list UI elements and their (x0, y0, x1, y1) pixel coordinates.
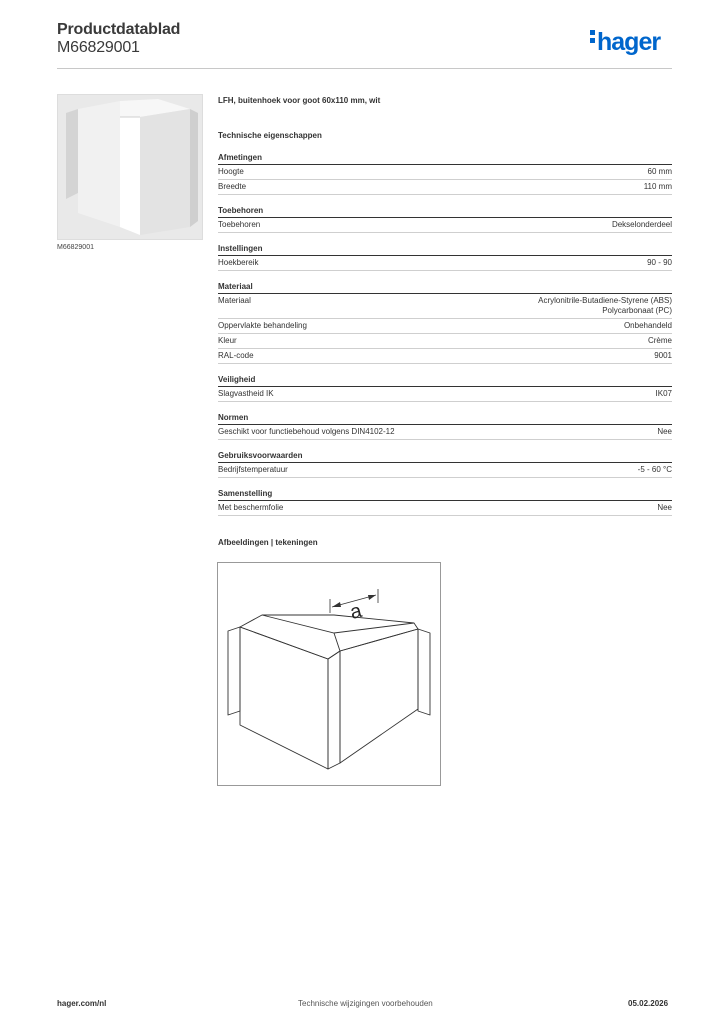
spec-value: Acrylonitrile-Butadiene-Styrene (ABS) (538, 296, 672, 305)
spec-value: 60 mm (647, 167, 672, 176)
spec-value-multiline (538, 296, 672, 316)
spec-row (218, 319, 672, 334)
images-heading: Afbeeldingen | tekeningen (218, 538, 318, 547)
spec-value-secondary: Polycarbonaat (PC) (602, 306, 672, 315)
section-title: Materiaal (218, 282, 672, 294)
product-photo (57, 94, 203, 240)
section-title: Normen (218, 413, 672, 425)
section-title: Afmetingen (218, 153, 672, 165)
spec-value: Onbehandeld (623, 321, 672, 330)
spec-label: Kleur (218, 336, 237, 345)
spec-row (218, 387, 672, 402)
spec-row (218, 334, 672, 349)
spec-row (218, 218, 672, 233)
section-conditions (218, 451, 672, 478)
technical-drawing (217, 562, 441, 786)
spec-label: Met beschermfolie (218, 503, 284, 512)
spec-label: Geschikt voor functiebehoud volgens DIN4102-12 (218, 427, 395, 436)
spec-value: 9001 (654, 351, 672, 360)
spec-row (218, 294, 672, 319)
spec-row (218, 256, 672, 271)
product-photo-image (58, 95, 202, 239)
spec-label: Hoogte (218, 167, 244, 176)
hager-logo (590, 28, 660, 56)
product-code: M66829001 (57, 39, 140, 56)
spec-content (218, 96, 672, 547)
section-dimensions (218, 153, 672, 195)
spec-label: Materiaal (218, 296, 251, 305)
spec-row (218, 463, 672, 478)
spec-row (218, 165, 672, 180)
section-title: Instellingen (218, 244, 672, 256)
footer-disclaimer: Technische wijzigingen voorbehouden (298, 999, 433, 1008)
spec-row (218, 349, 672, 364)
spec-label: Bedrijfstemperatuur (218, 465, 288, 474)
spec-value: Dekselonderdeel (611, 220, 672, 229)
section-composition (218, 489, 672, 516)
section-settings (218, 244, 672, 271)
section-title: Gebruiksvoorwaarden (218, 451, 672, 463)
spec-value: IK07 (655, 389, 672, 398)
section-title: Samenstelling (218, 489, 672, 501)
section-title: Veiligheid (218, 375, 672, 387)
spec-label: Breedte (218, 182, 247, 191)
logo-text: hager (597, 28, 661, 56)
spec-label: Slagvastheid IK (218, 389, 274, 398)
spec-value: Nee (657, 427, 672, 436)
spec-label: Oppervlakte behandeling (218, 321, 307, 330)
footer-website: hager.com/nl (57, 999, 107, 1008)
spec-value: Nee (657, 503, 672, 512)
section-accessories (218, 206, 672, 233)
section-material (218, 282, 672, 364)
section-title: Toebehoren (218, 206, 672, 218)
corner-drawing-svg (218, 563, 440, 785)
spec-label: Toebehoren (218, 220, 261, 229)
photo-caption: M66829001 (57, 244, 94, 251)
logo-dots-icon (590, 30, 595, 46)
tech-properties-heading: Technische eigenschappen (218, 131, 322, 140)
product-name: LFH, buitenhoek voor goot 60x110 mm, wit (218, 96, 381, 105)
spec-value: Crème (647, 336, 672, 345)
document-title: Productdatablad (57, 21, 181, 38)
spec-row (218, 180, 672, 195)
section-safety (218, 375, 672, 402)
spec-value: 110 mm (643, 182, 672, 191)
header-divider (57, 68, 672, 69)
spec-row (218, 501, 672, 516)
spec-row (218, 425, 672, 440)
section-standards (218, 413, 672, 440)
spec-value: 90 - 90 (647, 258, 672, 267)
spec-label: Hoekbereik (218, 258, 259, 267)
dimension-label: a (347, 599, 365, 624)
spec-value: -5 - 60 °C (637, 465, 672, 474)
spec-label: RAL-code (218, 351, 254, 360)
footer-date: 05.02.2026 (628, 999, 669, 1008)
